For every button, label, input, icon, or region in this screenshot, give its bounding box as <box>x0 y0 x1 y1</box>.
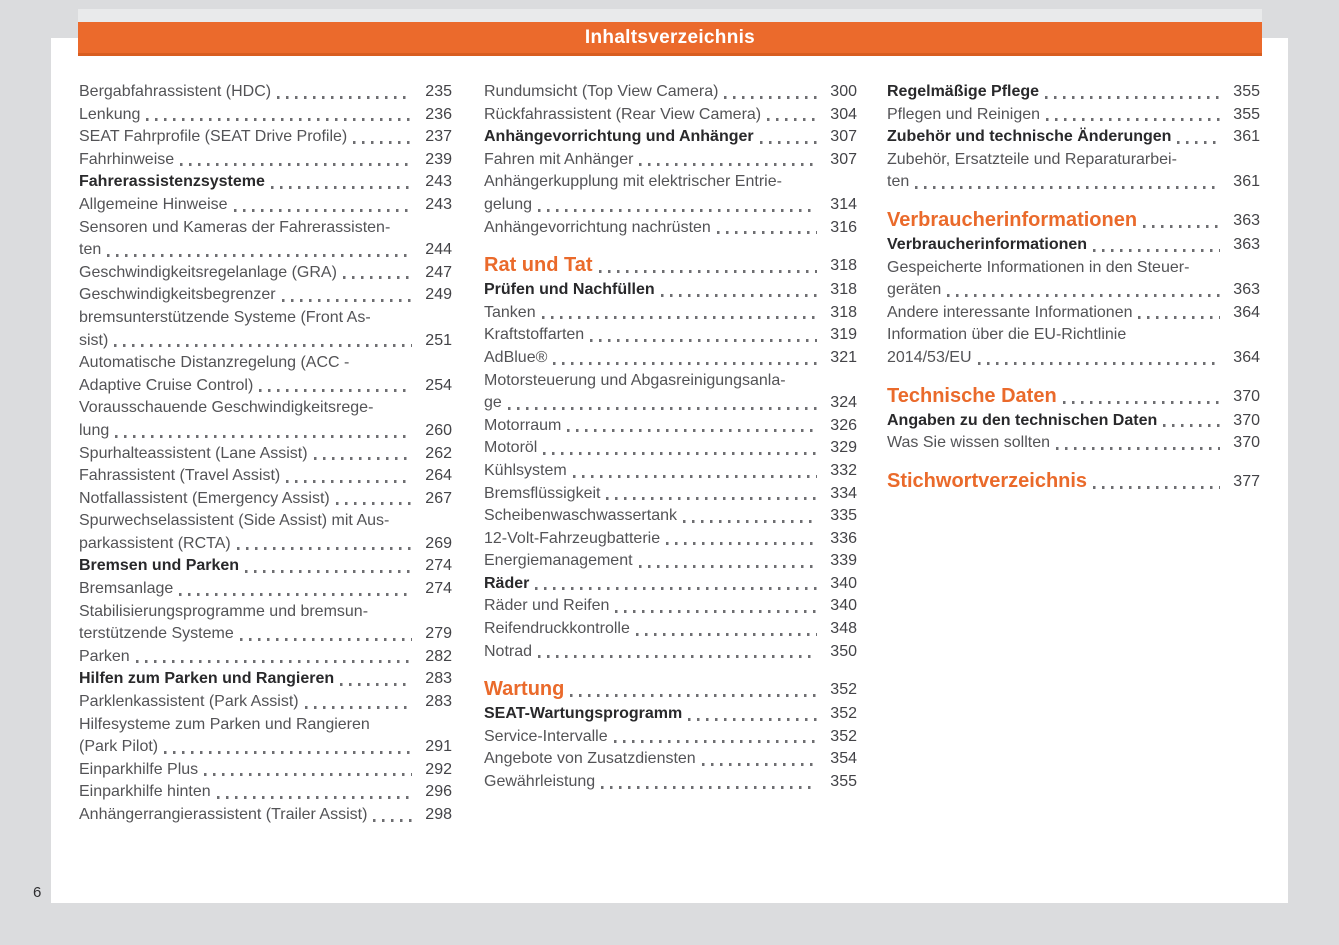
toc-entry <box>484 252 857 279</box>
toc-entry-page-number: 300 <box>830 83 857 100</box>
toc-entry-page-number: 260 <box>425 421 452 439</box>
toc-entry-page-number: 377 <box>1233 472 1260 490</box>
dot-leader <box>567 429 817 432</box>
dot-leader <box>282 299 412 302</box>
dot-leader <box>164 751 412 754</box>
toc-entry-page-number: 318 <box>830 257 857 275</box>
toc-entry-label: (Park Pilot) <box>79 738 159 756</box>
toc-entry <box>79 443 452 466</box>
toc-entry-label: Scheibenwaschwassertank <box>484 507 677 525</box>
toc-entry-page-number: 334 <box>830 484 857 502</box>
toc-entry-label: Parklenkassistent (Park Assist) <box>79 693 299 711</box>
toc-column-1 <box>79 81 452 827</box>
toc-entry <box>79 397 452 442</box>
page-top-shadow-strip <box>78 9 1262 23</box>
toc-entry-page-number: 352 <box>830 681 857 699</box>
toc-entry-label: Notrad <box>484 642 533 660</box>
toc-entry-label: Geschwindigkeitsregelanlage (GRA) <box>79 263 337 281</box>
toc-entry-label: SEAT Fahrprofile (SEAT Drive Profile) <box>79 128 348 146</box>
toc-entry <box>887 302 1260 325</box>
toc-entry <box>887 126 1260 149</box>
toc-entry-label: Angebote von Zusatzdiensten <box>484 750 696 768</box>
dot-leader <box>760 141 817 144</box>
toc-entry <box>79 126 452 149</box>
toc-entry-label: Tanken <box>484 303 536 321</box>
toc-entry-label: 12-Volt-Fahrzeugbatterie <box>484 529 661 547</box>
toc-entry-page-number: 283 <box>425 670 452 688</box>
toc-entry-page-number: 307 <box>830 128 857 146</box>
toc-entry-page-number: 247 <box>425 263 452 281</box>
dot-leader <box>114 344 412 347</box>
toc-entry-label: Reifendruckkontrolle <box>484 620 630 638</box>
toc-entry <box>484 460 857 483</box>
toc-entry-page-number: 363 <box>1233 235 1260 253</box>
dot-leader <box>245 570 412 573</box>
toc-entry-page-number: 307 <box>830 150 857 168</box>
toc-entry <box>79 601 452 646</box>
toc-entry-page-number: 239 <box>425 150 452 168</box>
dot-leader <box>1177 141 1220 144</box>
toc-entry-label: Notfallassistent (Emergency Assist) <box>79 489 330 507</box>
toc-entry <box>887 207 1260 234</box>
toc-entry-page-number: 352 <box>830 727 857 745</box>
toc-entry-page-number: 298 <box>425 806 452 823</box>
dot-leader <box>538 209 817 212</box>
toc-entry-page-number: 283 <box>425 693 452 711</box>
dot-leader <box>717 231 817 234</box>
toc-entry-label: Motoröl <box>484 439 538 457</box>
toc-entry-label: Technische Daten <box>887 384 1057 407</box>
toc-entry <box>79 104 452 127</box>
toc-entry-label: Einparkhilfe hinten <box>79 783 211 801</box>
dot-leader <box>666 542 817 545</box>
toc-entry-label: Spurhalteassistent (Lane Assist) <box>79 444 308 462</box>
toc-entry-label: Anhängerrangierassistent (Trailer Assist) <box>79 806 368 823</box>
toc-entry-label-line: bremsunterstützende Systeme (Front As- <box>79 308 371 326</box>
toc-entry-label: AdBlue® <box>484 348 548 366</box>
toc-entry-label-line: Information über die EU-Richtlinie <box>887 326 1127 344</box>
toc-entry <box>79 81 452 104</box>
toc-entry-label: Service-Intervalle <box>484 727 608 745</box>
toc-entry <box>79 804 452 827</box>
dot-leader <box>543 452 817 455</box>
toc-entry-label: Anhängevorrichtung nachrüsten <box>484 218 711 236</box>
toc-entry <box>79 578 452 601</box>
dot-leader <box>277 96 412 99</box>
toc-entry-label: Fahrassistent (Travel Assist) <box>79 467 281 485</box>
toc-entry <box>79 352 452 397</box>
toc-column-3 <box>887 81 1260 495</box>
dot-leader <box>599 270 817 273</box>
toc-entry-label: Andere interessante Informationen <box>887 303 1133 321</box>
toc-entry <box>484 81 857 104</box>
document-page <box>51 38 1288 903</box>
toc-entry <box>484 573 857 596</box>
dot-leader <box>915 186 1220 189</box>
toc-entry-label: terstützende Systeme <box>79 625 234 643</box>
toc-entry <box>484 437 857 460</box>
toc-entry-page-number: 340 <box>830 597 857 615</box>
toc-entry-label-line: Zubehör, Ersatzteile und Reparaturarbei- <box>887 150 1177 168</box>
dot-leader <box>204 773 412 776</box>
dot-leader <box>1045 96 1220 99</box>
toc-entry-page-number: 243 <box>425 195 452 213</box>
toc-entry-page-number: 279 <box>425 625 452 643</box>
toc-entry-label: Motorraum <box>484 416 562 434</box>
toc-entry-label: Kraftstoffarten <box>484 326 585 344</box>
toc-entry <box>484 171 857 216</box>
toc-entry-page-number: 363 <box>1233 211 1260 229</box>
toc-entry-page-number: 350 <box>830 642 857 660</box>
toc-entry-label: Energiemanagement <box>484 552 633 570</box>
dot-leader <box>314 457 412 460</box>
toc-entry-label: SEAT-Wartungsprogramm <box>484 705 683 723</box>
toc-entry-page-number: 361 <box>1233 173 1260 191</box>
toc-entry-label: Parken <box>79 647 130 665</box>
dot-leader <box>1143 225 1220 228</box>
dot-leader <box>553 362 817 365</box>
toc-entry-label-line: Anhängerkupplung mit elektrischer Entrie- <box>484 173 782 191</box>
toc-entry-page-number: 318 <box>830 281 857 299</box>
toc-entry-page-number: 274 <box>425 557 452 575</box>
toc-entry-page-number: 319 <box>830 326 857 344</box>
dot-leader <box>724 96 817 99</box>
toc-entry <box>79 781 452 804</box>
toc-entry-page-number: 314 <box>830 195 857 213</box>
toc-entry-label: Anhängevorrichtung und Anhänger <box>484 128 754 146</box>
toc-entry <box>79 646 452 669</box>
toc-entry-label: Bremsanlage <box>79 580 174 598</box>
toc-entry-page-number: 370 <box>1233 387 1260 405</box>
toc-entry <box>484 771 857 794</box>
toc-entry-label: ge <box>484 394 502 412</box>
dot-leader <box>1046 118 1220 121</box>
toc-entry-label: Was Sie wissen sollten <box>887 434 1051 452</box>
toc-entry-page-number: 364 <box>1233 348 1260 366</box>
dot-leader <box>688 718 817 721</box>
toc-entry-page-number: 262 <box>425 444 452 462</box>
dot-leader <box>179 593 412 596</box>
dot-leader <box>107 254 412 257</box>
toc-entry-label: Gewährleistung <box>484 773 596 791</box>
toc-entry <box>484 748 857 771</box>
toc-entry <box>79 714 452 759</box>
dot-leader <box>340 683 412 686</box>
dot-leader <box>1138 316 1220 319</box>
dot-leader <box>570 694 817 697</box>
dot-leader <box>508 407 817 410</box>
toc-entry-page-number: 274 <box>425 580 452 598</box>
page-title: Inhaltsverzeichnis <box>584 26 756 48</box>
toc-entry-page-number: 291 <box>425 738 452 756</box>
dot-leader <box>573 475 817 478</box>
toc-entry-page-number: 324 <box>830 394 857 412</box>
dot-leader <box>240 638 412 641</box>
dot-leader <box>615 610 817 613</box>
toc-entry-label-line: Spurwechselassistent (Side Assist) mit Aus- <box>79 512 390 530</box>
toc-entry <box>484 415 857 438</box>
toc-entry-label: Prüfen und Nachfüllen <box>484 281 655 299</box>
toc-entry <box>887 257 1260 302</box>
header-bar <box>78 22 1262 56</box>
dot-leader <box>978 362 1220 365</box>
toc-entry-page-number: 292 <box>425 760 452 778</box>
toc-entry-label: Allgemeine Hinweise <box>79 195 228 213</box>
toc-entry <box>79 691 452 714</box>
toc-entry-page-number: 352 <box>830 705 857 723</box>
dot-leader <box>590 339 817 342</box>
toc-entry <box>484 104 857 127</box>
toc-entry <box>79 465 452 488</box>
dot-leader <box>606 497 817 500</box>
toc-entry-page-number: 237 <box>425 128 452 146</box>
toc-entry-label: Verbraucherinformationen <box>887 235 1088 253</box>
toc-entry-label: Räder und Reifen <box>484 597 610 615</box>
toc-entry-page-number: 282 <box>425 647 452 665</box>
toc-entry-label: Bremsen und Parken <box>79 557 240 575</box>
toc-entry <box>887 324 1260 369</box>
toc-entry-label: Fahren mit Anhänger <box>484 150 634 168</box>
toc-entry-label: Geschwindigkeitsbegrenzer <box>79 286 276 304</box>
toc-entry <box>79 284 452 307</box>
toc-entry <box>484 370 857 415</box>
dot-leader <box>115 435 412 438</box>
dot-leader <box>535 587 817 590</box>
toc-entry-page-number: 361 <box>1233 128 1260 146</box>
toc-entry-page-number: 336 <box>830 529 857 547</box>
toc-entry-page-number: 348 <box>830 620 857 638</box>
toc-entry-label-line: Automatische Distanzregelung (ACC - <box>79 354 350 372</box>
toc-entry <box>79 510 452 555</box>
toc-entry <box>484 726 857 749</box>
toc-entry <box>79 194 452 217</box>
dot-leader <box>636 633 817 636</box>
toc-entry-page-number: 329 <box>830 439 857 457</box>
toc-entry <box>484 324 857 347</box>
toc-entry <box>79 262 452 285</box>
dot-leader <box>1093 249 1220 252</box>
toc-entry-label: sist) <box>79 331 109 349</box>
toc-entry-label: Pflegen und Reinigen <box>887 105 1041 123</box>
toc-entry-page-number: 316 <box>830 218 857 236</box>
toc-entry-page-number: 244 <box>425 241 452 259</box>
toc-entry <box>79 307 452 352</box>
toc-entry <box>484 505 857 528</box>
toc-entry-page-number: 370 <box>1233 411 1260 429</box>
dot-leader <box>639 163 817 166</box>
toc-entry-label: Wartung <box>484 678 565 701</box>
toc-entry <box>484 550 857 573</box>
toc-entry-label: Rat und Tat <box>484 254 593 277</box>
dot-leader <box>237 547 412 550</box>
toc-entry <box>887 468 1260 495</box>
dot-leader <box>767 118 817 121</box>
dot-leader <box>217 796 412 799</box>
dot-leader <box>353 141 412 144</box>
toc-entry-label-line: Motorsteuerung und Abgasreinigungsanla- <box>484 371 786 389</box>
dot-leader <box>336 502 412 505</box>
toc-entry-page-number: 370 <box>1233 434 1260 452</box>
toc-entry <box>484 676 857 703</box>
dot-leader <box>661 294 817 297</box>
toc-entry-page-number: 243 <box>425 173 452 191</box>
toc-entry-label: 2014/53/EU <box>887 348 972 366</box>
toc-entry-page-number: 249 <box>425 286 452 304</box>
dot-leader <box>259 389 412 392</box>
toc-entry-page-number: 335 <box>830 507 857 525</box>
dot-leader <box>538 655 817 658</box>
toc-entry-page-number: 354 <box>830 750 857 768</box>
toc-entry-page-number: 326 <box>830 416 857 434</box>
toc-entry-label: Fahrerassistenzsysteme <box>79 173 265 191</box>
toc-entry-label: Angaben zu den technischen Daten <box>887 411 1158 429</box>
toc-entry-label: Bremsflüssigkeit <box>484 484 601 502</box>
dot-leader <box>343 276 412 279</box>
dot-leader <box>683 520 817 523</box>
toc-entry <box>79 759 452 782</box>
toc-entry-page-number: 269 <box>425 534 452 552</box>
toc-entry <box>484 217 857 240</box>
toc-entry-label-line: Sensoren und Kameras der Fahrerassisten- <box>79 218 391 236</box>
toc-entry-page-number: 236 <box>425 105 452 123</box>
toc-entry-page-number: 251 <box>425 331 452 349</box>
toc-column-2 <box>484 81 857 794</box>
toc-entry <box>79 668 452 691</box>
toc-entry-page-number: 355 <box>830 773 857 791</box>
dot-leader <box>146 118 412 121</box>
toc-entry-label: Kühlsystem <box>484 461 567 479</box>
toc-entry-label: Rückfahrassistent (Rear View Camera) <box>484 105 762 123</box>
toc-entry-label: lung <box>79 421 110 439</box>
toc-entry-label-line: Hilfesysteme zum Parken und Rangieren <box>79 715 370 733</box>
toc-entry <box>887 410 1260 433</box>
toc-entry-page-number: 304 <box>830 105 857 123</box>
toc-entry-label: Zubehör und technische Änderungen <box>887 128 1172 146</box>
toc-entry-page-number: 355 <box>1233 83 1260 100</box>
dot-leader <box>947 294 1220 297</box>
toc-entry-label-line: Stabilisierungsprogramme und bremsun- <box>79 602 369 620</box>
toc-entry-page-number: 355 <box>1233 105 1260 123</box>
dot-leader <box>1163 424 1220 427</box>
dot-leader <box>1093 486 1220 489</box>
toc-entry <box>887 104 1260 127</box>
toc-entry-page-number: 339 <box>830 552 857 570</box>
toc-entry-label: Einparkhilfe Plus <box>79 760 199 778</box>
toc-entry-label: geräten <box>887 281 942 299</box>
dot-leader <box>639 565 817 568</box>
toc-entry <box>484 302 857 325</box>
toc-entry <box>484 618 857 641</box>
toc-entry <box>484 595 857 618</box>
toc-entry <box>484 347 857 370</box>
toc-entry-page-number: 332 <box>830 461 857 479</box>
toc-entry <box>484 483 857 506</box>
toc-entry-label: Hilfen zum Parken und Rangieren <box>79 670 335 688</box>
toc-entry-label-line: Vorausschauende Geschwindigkeitsrege- <box>79 399 374 417</box>
toc-entry-label: Räder <box>484 574 530 592</box>
toc-entry-label: Verbraucherinformationen <box>887 208 1138 231</box>
toc-entry-page-number: 321 <box>830 348 857 366</box>
toc-entry-page-number: 296 <box>425 783 452 801</box>
toc-entry <box>79 217 452 262</box>
toc-entry <box>484 279 857 302</box>
dot-leader <box>136 660 412 663</box>
toc-entry-page-number: 340 <box>830 574 857 592</box>
toc-entry <box>484 703 857 726</box>
toc-entry-label: Rundumsicht (Top View Camera) <box>484 83 719 100</box>
toc-entry <box>484 149 857 172</box>
toc-entry <box>79 149 452 172</box>
toc-entry-page-number: 267 <box>425 489 452 507</box>
toc-entry-label: ten <box>887 173 910 191</box>
toc-entry-label: ten <box>79 241 102 259</box>
toc-entry-label: Stichwortverzeichnis <box>887 469 1088 492</box>
dot-leader <box>542 316 817 319</box>
dot-leader <box>180 163 412 166</box>
toc-entry <box>887 234 1260 257</box>
toc-entry <box>79 555 452 578</box>
toc-entry-label: Lenkung <box>79 105 141 123</box>
dot-leader <box>234 209 412 212</box>
toc-entry-label: Bergabfahrassistent (HDC) <box>79 83 272 100</box>
toc-entry-label: Adaptive Cruise Control) <box>79 376 254 394</box>
toc-entry-label-line: Gespeicherte Informationen in den Steuer- <box>887 258 1190 276</box>
toc-entry-label: Regelmäßige Pflege <box>887 83 1040 100</box>
toc-entry-label: parkassistent (RCTA) <box>79 534 231 552</box>
toc-entry <box>484 528 857 551</box>
toc-entry-page-number: 235 <box>425 83 452 100</box>
toc-entry <box>79 488 452 511</box>
toc-entry-page-number: 254 <box>425 376 452 394</box>
toc-entry-page-number: 363 <box>1233 281 1260 299</box>
toc-entry <box>887 383 1260 410</box>
dot-leader <box>271 186 412 189</box>
toc-entry <box>484 641 857 664</box>
toc-entry-label: gelung <box>484 195 533 213</box>
dot-leader <box>1063 401 1220 404</box>
toc-entry <box>79 171 452 194</box>
toc-entry-page-number: 318 <box>830 303 857 321</box>
folio-page-number: 6 <box>33 884 42 901</box>
dot-leader <box>614 740 817 743</box>
dot-leader <box>286 480 412 483</box>
toc-entry <box>484 126 857 149</box>
toc-entry <box>887 149 1260 194</box>
toc-entry <box>887 432 1260 455</box>
dot-leader <box>702 763 817 766</box>
dot-leader <box>601 786 817 789</box>
toc-entry-label: Fahrhinweise <box>79 150 175 168</box>
toc-entry-page-number: 264 <box>425 467 452 485</box>
toc-entry <box>887 81 1260 104</box>
toc-entry-page-number: 364 <box>1233 303 1260 321</box>
dot-leader <box>305 706 412 709</box>
dot-leader <box>1056 447 1220 450</box>
dot-leader <box>373 819 412 822</box>
